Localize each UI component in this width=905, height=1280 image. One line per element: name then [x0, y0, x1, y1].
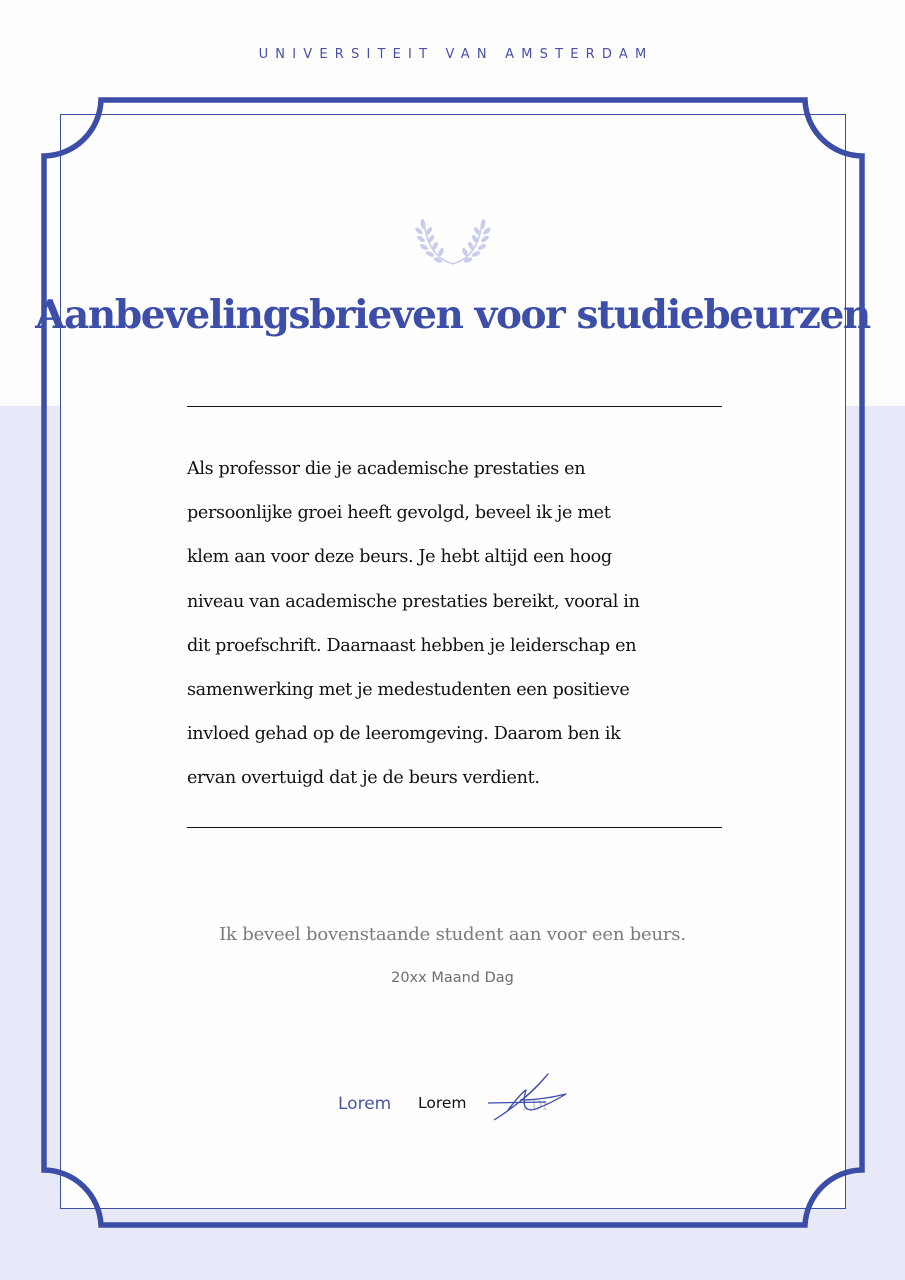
signer-role: Lorem — [338, 1094, 392, 1114]
letter-line: samenwerking met je medestudenten een positieve — [187, 680, 630, 701]
laurel-wreath-icon — [414, 214, 492, 266]
letter-body — [187, 447, 732, 801]
letter-line: persoonlijke groei heeft gevolgd, beveel ik je met — [187, 503, 611, 524]
signer-name: Lorem — [418, 1094, 467, 1112]
letter-line: Als professor die je academische prestaties en — [187, 459, 586, 479]
letter-line: niveau van academische prestaties bereikt, vooral in — [187, 591, 640, 612]
institution-name: UNIVERSITEIT VAN AMSTERDAM — [258, 47, 654, 62]
letter-line: klem aan voor deze beurs. Je hebt altijd een hoog — [187, 547, 612, 568]
letter-line: ervan overtuigd dat je de beurs verdient. — [187, 768, 540, 789]
divider-bottom — [187, 827, 722, 828]
page-title: Aanbevelingsbrieven voor studiebeurzen — [35, 292, 870, 338]
signature-block — [0, 1092, 905, 1122]
letter-line: invloed gehad op de leeromgeving. Daarom ben ik — [187, 724, 621, 745]
recommendation-statement: Ik beveel bovenstaande student aan voor een beurs. — [219, 924, 686, 945]
letter-line: dit proefschrift. Daarnaast hebben je leiderschap en — [187, 635, 637, 656]
divider-top — [187, 406, 722, 407]
date-line: 20xx Maand Dag — [391, 970, 514, 986]
handwritten-signature-icon — [486, 1070, 570, 1124]
svg-text:LDr: LDr — [522, 1098, 550, 1114]
